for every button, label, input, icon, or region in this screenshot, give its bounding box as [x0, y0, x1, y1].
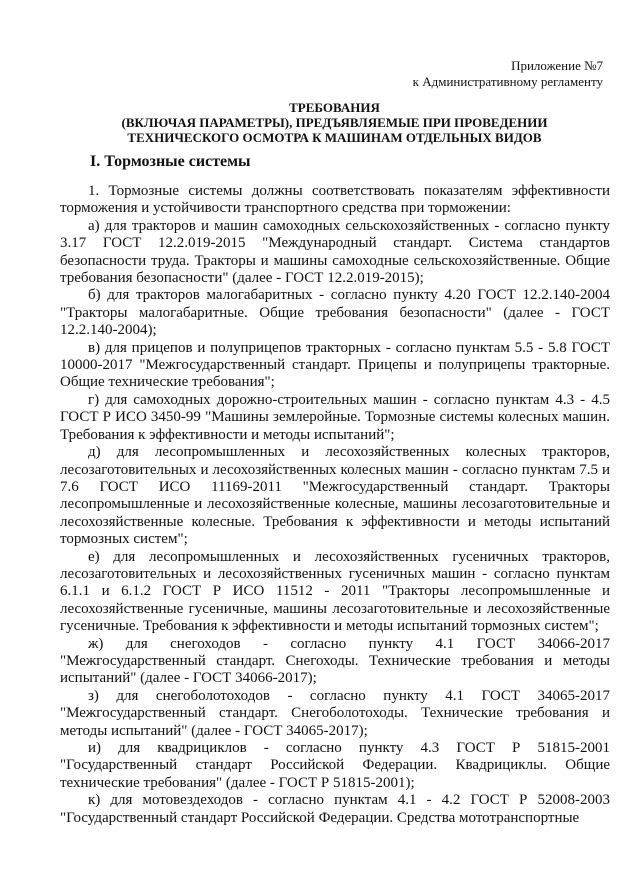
paragraph-d: д) для лесопромышленных и лесохозяйственных колесных тракторов, лесозаготовительных и лесохозяйственных колесных машин - согласно пунктам 7.5 и 7.6 ГОСТ ИСО 11169-2011 "Межгосударственный стандарт. Тракторы лесопромышленные и лесохозяйственные колесные, машины лесозаготовительные и лесохозяйственные колесные. Требования к эффективности и методы испытаний тормозных систем";	[60, 444, 610, 548]
paragraph-k: к) для мотовездеходов - согласно пунктам 4.1 - 4.2 ГОСТ Р 52008-2003 "Государственный стандарт Российской Федерации. Средства мототранспортные	[60, 792, 610, 826]
section-heading: I. Тормозные системы	[90, 153, 251, 170]
appendix-regulation: к Административному регламенту	[412, 74, 603, 89]
title-line-3: ТЕХНИЧЕСКОГО ОСМОТРА К МАШИНАМ ОТДЕЛЬНЫХ ВИДОВ	[127, 130, 542, 145]
paragraph-v: в) для прицепов и полуприцепов тракторных - согласно пунктам 5.5 - 5.8 ГОСТ 10000-2017 "Межгосударственный стандарт. Прицепы и полуприцепы тракторные. Общие технические требования";	[60, 339, 610, 391]
paragraph-zh: ж) для снегоходов - согласно пункту 4.1 ГОСТ 34066-2017 "Межгосударственный стандарт. Снегоходы. Технические требования и методы испытаний" (далее - ГОСТ 34066-2017);	[60, 635, 610, 687]
title-line-1: ТРЕБОВАНИЯ	[289, 100, 380, 115]
paragraph-g: г) для самоходных дорожно-строительных машин - согласно пунктам 4.3 - 4.5 ГОСТ Р ИСО 3450-99 "Машины землеройные. Тормозные системы колесных машин. Требования к эффективности и методы испытаний";	[60, 391, 610, 443]
paragraph-i: и) для квадрициклов - согласно пункту 4.3 ГОСТ Р 51815-2001 "Государственный стандарт Российской Федерации. Квадрициклы. Общие технические требования" (далее - ГОСТ Р 51815-2001);	[60, 740, 610, 791]
paragraph-a: а) для тракторов и машин самоходных сельскохозяйственных - согласно пункту 3.17 ГОСТ 12.2.019-2015 "Международный стандарт. Система стандартов безопасности труда. Тракторы и машины самоходные сельскохозяйственные. Общие требования безопасности" (далее - ГОСТ 12.2.019-2015);	[60, 217, 610, 287]
paragraph-b: б) для тракторов малогабаритных - согласно пункту 4.20 ГОСТ 12.2.140-2004 "Тракторы малогабаритные. Общие требования безопасности" (далее - ГОСТ 12.2.140-2004);	[60, 287, 610, 339]
document-title	[60, 100, 609, 145]
paragraph-e: е) для лесопромышленных и лесохозяйственных гусеничных тракторов, лесозаготовительных и лесохозяйственных гусеничных машин - согласно пунктам 6.1.1 и 6.1.2 ГОСТ Р ИСО 11512 - 2011 "Тракторы лесопромышленные и лесохозяйственные гусеничные, машины лесозаготовительные и лесохозяйственные гусеничные. Требования к эффективности и методы испытаний тормозных систем";	[60, 548, 610, 635]
appendix-reference	[413, 58, 603, 90]
document-body	[60, 183, 610, 827]
appendix-number: Приложение №7	[511, 58, 603, 73]
paragraph-intro: 1. Тормозные системы должны соответствовать показателям эффективности торможения и устойчивости транспортного средства при торможении:	[60, 183, 610, 217]
title-line-2: (ВКЛЮЧАЯ ПАРАМЕТРЫ), ПРЕДЪЯВЛЯЕМЫЕ ПРИ ПРОВЕДЕНИИ	[121, 115, 548, 130]
paragraph-z: з) для снегоболотоходов - согласно пункту 4.1 ГОСТ 34065-2017 "Межгосударственный стандарт. Снегоболотоходы. Технические требования и методы испытаний" (далее - ГОСТ 34065-2017);	[60, 687, 610, 739]
